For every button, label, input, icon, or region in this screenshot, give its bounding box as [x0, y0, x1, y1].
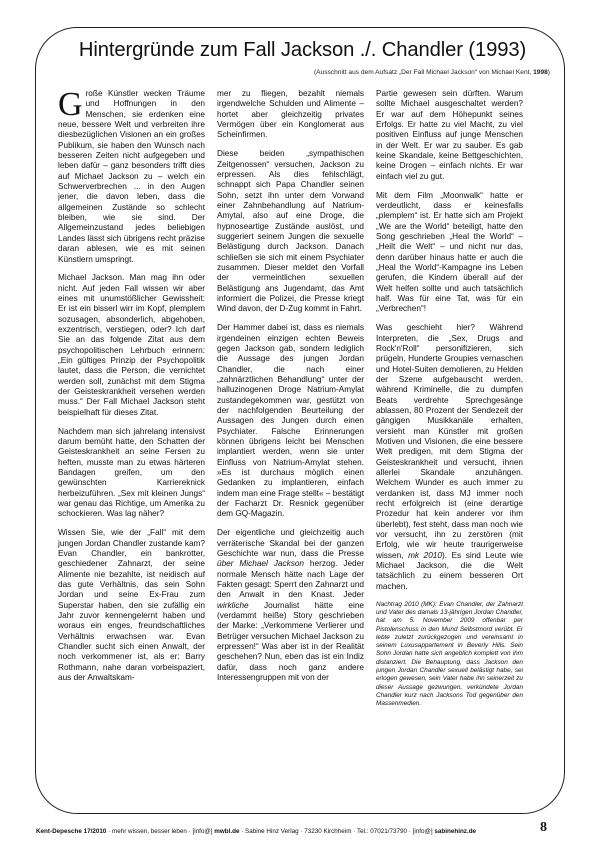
paragraph: Mit dem Film „Moonwalk“ hatte er verdeutlicht, dass er keinesfalls „plemplem“ ist. Er hatte sich am Projekt „We are the World“ beteiligt, hatte den Song geschrieben „Heal the World“ – „Heilt die Welt“ – und nicht nur das, denn darüber hinaus hatte er auch die „Heal the World“-Kampagne ins Leben gerufen, die Kindern überall auf der Welt helfen sollte und auch tatsächlich half. Was für eine Tat, was für ein „Verbrechen“!: [376, 190, 523, 314]
text-column-3: [376, 89, 523, 801]
website-link[interactable]: mwbl.de: [214, 828, 240, 835]
source-prefix: (Ausschnitt aus dem Aufsatz „Der Fall Michael Jackson“ von Michael Kent,: [313, 69, 532, 76]
emphasis: über Michael Jackson: [217, 559, 305, 569]
paragraph-text: Der eigentliche und gleichzeitig auch verräterische Skandal bei der ganzen Geschichte war nun, dass die Presse: [217, 528, 364, 558]
postscript-note: Nachtrag 2010 (MK): Evan Chandler, der Zahnarzt und Vater des damals 13-jährigen Jordan Chandler, hat am 5. November 2009 offenbar per Pistolenschuss in den Mund Selbstmord verübt. Er lebte zuletzt zurückgezogen und vereinsamt in seinem Luxusappartement in Beverly Hills. Sein Sohn Jordan hatte sich angeblich komplett von ihm distanziert. Die Behauptung, dass Jackson den jungen Jordan Chandler sexuell belästigt habe, sei erlogen gewesen, sein Vater habe ihn seinerzeit zu dieser Aussage gezwungen, verkündete Jordan Chandler kurz nach Jacksons Tod gegenüber den Massenmedien.: [376, 600, 523, 708]
paragraph: [217, 528, 364, 683]
source-suffix: ): [547, 69, 550, 76]
page-title: Hintergründe zum Fall Jackson ./. Chandler (1993): [78, 39, 527, 61]
paragraph-text: Was geschieht hier? Während Interpreten, die „Sex, Drugs and Rock'n'Roll“ personifizieren, sich prügeln, Hunderte Groupies vernaschen und Hotel-Suiten demolieren, zu Helden der Szene aufgebauscht werden, während Kriminelle, die zu dumpfen Beats verdrehte Sprechgesänge ablassen, 80 Prozent der Sendezeit der gängigen Musikkanäle erhalten, versieht man Künstler mit großen Motiven und Visionen, die eine bessere Welt predigen, mit dem Stigma der Geisteskrankheit und versucht, ihnen allerlei Skandale anzuhängen. Welchem Wunder es auch immer zu verdanken ist, dass MJ immer noch recht erfolgreich ist (eine derartige Prozedur hat kein anderer vor ihm überlebt), fest steht, dass man noch wie vor versucht, ihn zu zerstören (mit Erfolg, wie wir heute traurigerweise wissen,: [376, 323, 523, 560]
paragraph: Partie gewesen sein dürften. Warum sollte Michael ausgeschaltet werden? Er war auf dem Höhepunkt seines Erfolgs. Er hatte zu viel Macht, zu viel positiven Einfluss auf junge Menschen in der Welt. Er war zu sauber. Es gab keine Skandale, keine Bettgeschichten, keine Drogen – einfach nichts. Er war einfach viel zu gut.: [376, 89, 523, 181]
website-link[interactable]: sabinehinz.de: [434, 828, 477, 835]
paragraph-text: Journalist hätte eine (verdammt heiße) Story geschrieben der Marke: „Verkommene Verlierer und Betrüger versuchen Michael Jackson zu erpressen!“ Was aber ist in der Realität geschehen? Nun, eben das ist ein Indiz dafür, dass noch ganz andere Interessengruppen mit von der: [217, 600, 364, 683]
paragraph: Wissen Sie, wie der „Fall“ mit dem jungen Jordan Chandler zustande kam? Evan Chandler, ein bankrotter, geschiedener Zahnarzt, der seine Alimente nie bezahlte, ist neidisch auf das gute Verhältnis, das sein Sohn Jordan und seine Ex-Frau zum Superstar haben, den sie zufällig ein Jahr zuvor kennengelernt haben und woraus ein enges, freundschaftliches Verhältnis erwachsen war. Evan Chandler sucht sich einen Anwalt, der noch verkommener ist, als er: Barry Rothmann, nahe daran vorbeispaziert, aus der Anwaltskam-: [58, 528, 205, 683]
paragraph: Nachdem man sich jahrelang intensivst darum bemüht hatte, den Schatten der Geisteskrankheit an seine Fersen zu heften, musste man zu etwas härteren Bandagen greifen, um den gewünschten Karriereknick herbeizuführen. „Sex mit kleinen Jungs“ war genau das Richtige, um Amerika zu schockieren. Was lag näher?: [58, 426, 205, 519]
paragraph-text: herzog. Jeder normale Mensch hätte nach Lage der Fakten gesagt: Sperrt den Zahnarzt und den Anwalt in den Knast. Jeder: [217, 559, 364, 600]
text-column-1: [58, 89, 205, 801]
paragraph: Diese beiden „sympathischen Zeitgenossen“ versuchen, Jackson zu erpressen. Als dies fehlschlägt, schnappt sich Papa Chandler seinen Sohn, setzt ihn unter dem Vorwand einer Zahnbehandlung auf Natrium-Amytal, also auf eine Droge, die hypnoseartige Zustände auslöst, und suggeriert seinem Jungen die sexuelle Belästigung durch Jackson. Danach schließen sie sich mit einem Psychiater zusammen. Dieser meldet den Vorfall der vermeintlichen sexuellen Belästigung ans Jugendamt, das Amt informiert die Polizei, die Presse kriegt Wind davon, der D-Zug kommt in Fahrt.: [217, 149, 364, 314]
paragraph: Michael Jackson. Man mag ihn oder nicht. Auf jeden Fall wissen wir aber eines mit unumstößlicher Gewissheit: Er ist ein bisserl wirr im Kopf, plemplem sozusagen, absonderlich, abgehoben, exzentrisch, verstiegen, oder? Ich darf Sie an das folgende Zitat aus dem psychopolitischen Lehrbuch erinnern: „Ein gültiges Prinzip der Psychopolitik lautet, dass die Person, die vernichtet werden soll, zunächst mit dem Stigma der Geisteskrankheit versehen werden muss.“ Der Fall Michael Jackson steht beispielhaft für dieses Zitat.: [58, 273, 205, 417]
page-footer: [36, 827, 536, 836]
paragraph: mer zu fliegen, bezahlt niemals irgendwelche Schulden und Alimente – hortet aber gleichzeitig privates Vermögen über ein Konglomerat aus Scheinfirmen.: [217, 89, 364, 140]
page-number: 8: [540, 820, 547, 835]
paragraph-text: ). Es sind Leute wie Michael Jackson, die die Welt tatsächlich zu einem besseren Ort machen.: [376, 550, 523, 591]
paragraph: Der Hammer dabei ist, dass es niemals irgendeinen einzigen echten Beweis gegen Jackson gab, sondern lediglich die Aussage des jungen Jordan Chandler, die nach einer „zahnärztlichen Behandlung“ unter der halluzinogenen Droge Natrium-Amylat zustandegekommen war, gestützt von der nachfolgenden Beurteilung der Aussagen des Jungen durch einen Psychiater. Falsche Erinnerungen können übrigens leicht bei Menschen implantiert werden, wenn sie unter Einfluss von Natrium-Amylat stehen. »Es ist durchaus möglich einen Gedanken zu implantieren, einfach indem man eine Frage stellt« – bestätigt der Facharzt Dr. Resnick gegenüber dem GQ-Magazin.: [217, 323, 364, 519]
drop-cap: G: [58, 89, 83, 123]
article-source: [150, 68, 550, 77]
text-column-2: [217, 89, 364, 801]
paragraph: [376, 323, 523, 592]
issue-label: Kent-Depesche 17/2010: [36, 828, 107, 835]
source-year: 1998: [533, 69, 548, 76]
paragraph-text: roße Künstler wecken Träume und Hoffnungen in den Menschen, sie erdenken eine neue, bessere Welt und verbreiten ihre diesbezüglichen Visionen an ein großes Publikum, sie haben den Wunsch nach besseren Zeiten nicht aufgegeben und leben dafür – ganz besonders trifft dies auf Michael Jackson zu – welch ein Schwerverbrechen ... in den Augen jener, die davon leben, dass die allgemeinen Zustände so schlecht bleiben, wie sie sind. Der Allgemeinzustand jedes beliebigen Landes lässt sich übrigens recht präzise daran ablesen, wie es mit seinen Künstlern umspringt.: [58, 89, 205, 264]
paragraph: [58, 89, 205, 265]
emphasis: wirkliche: [217, 600, 249, 610]
emphasis: mk 2010: [408, 550, 442, 560]
footer-text: · mehr wissen, besser leben · [info@]: [106, 828, 215, 835]
footer-text: · Sabine Hinz Verlag · 73230 Kirchheim · Tel.: 07021/73790 · [info@]: [239, 828, 435, 835]
